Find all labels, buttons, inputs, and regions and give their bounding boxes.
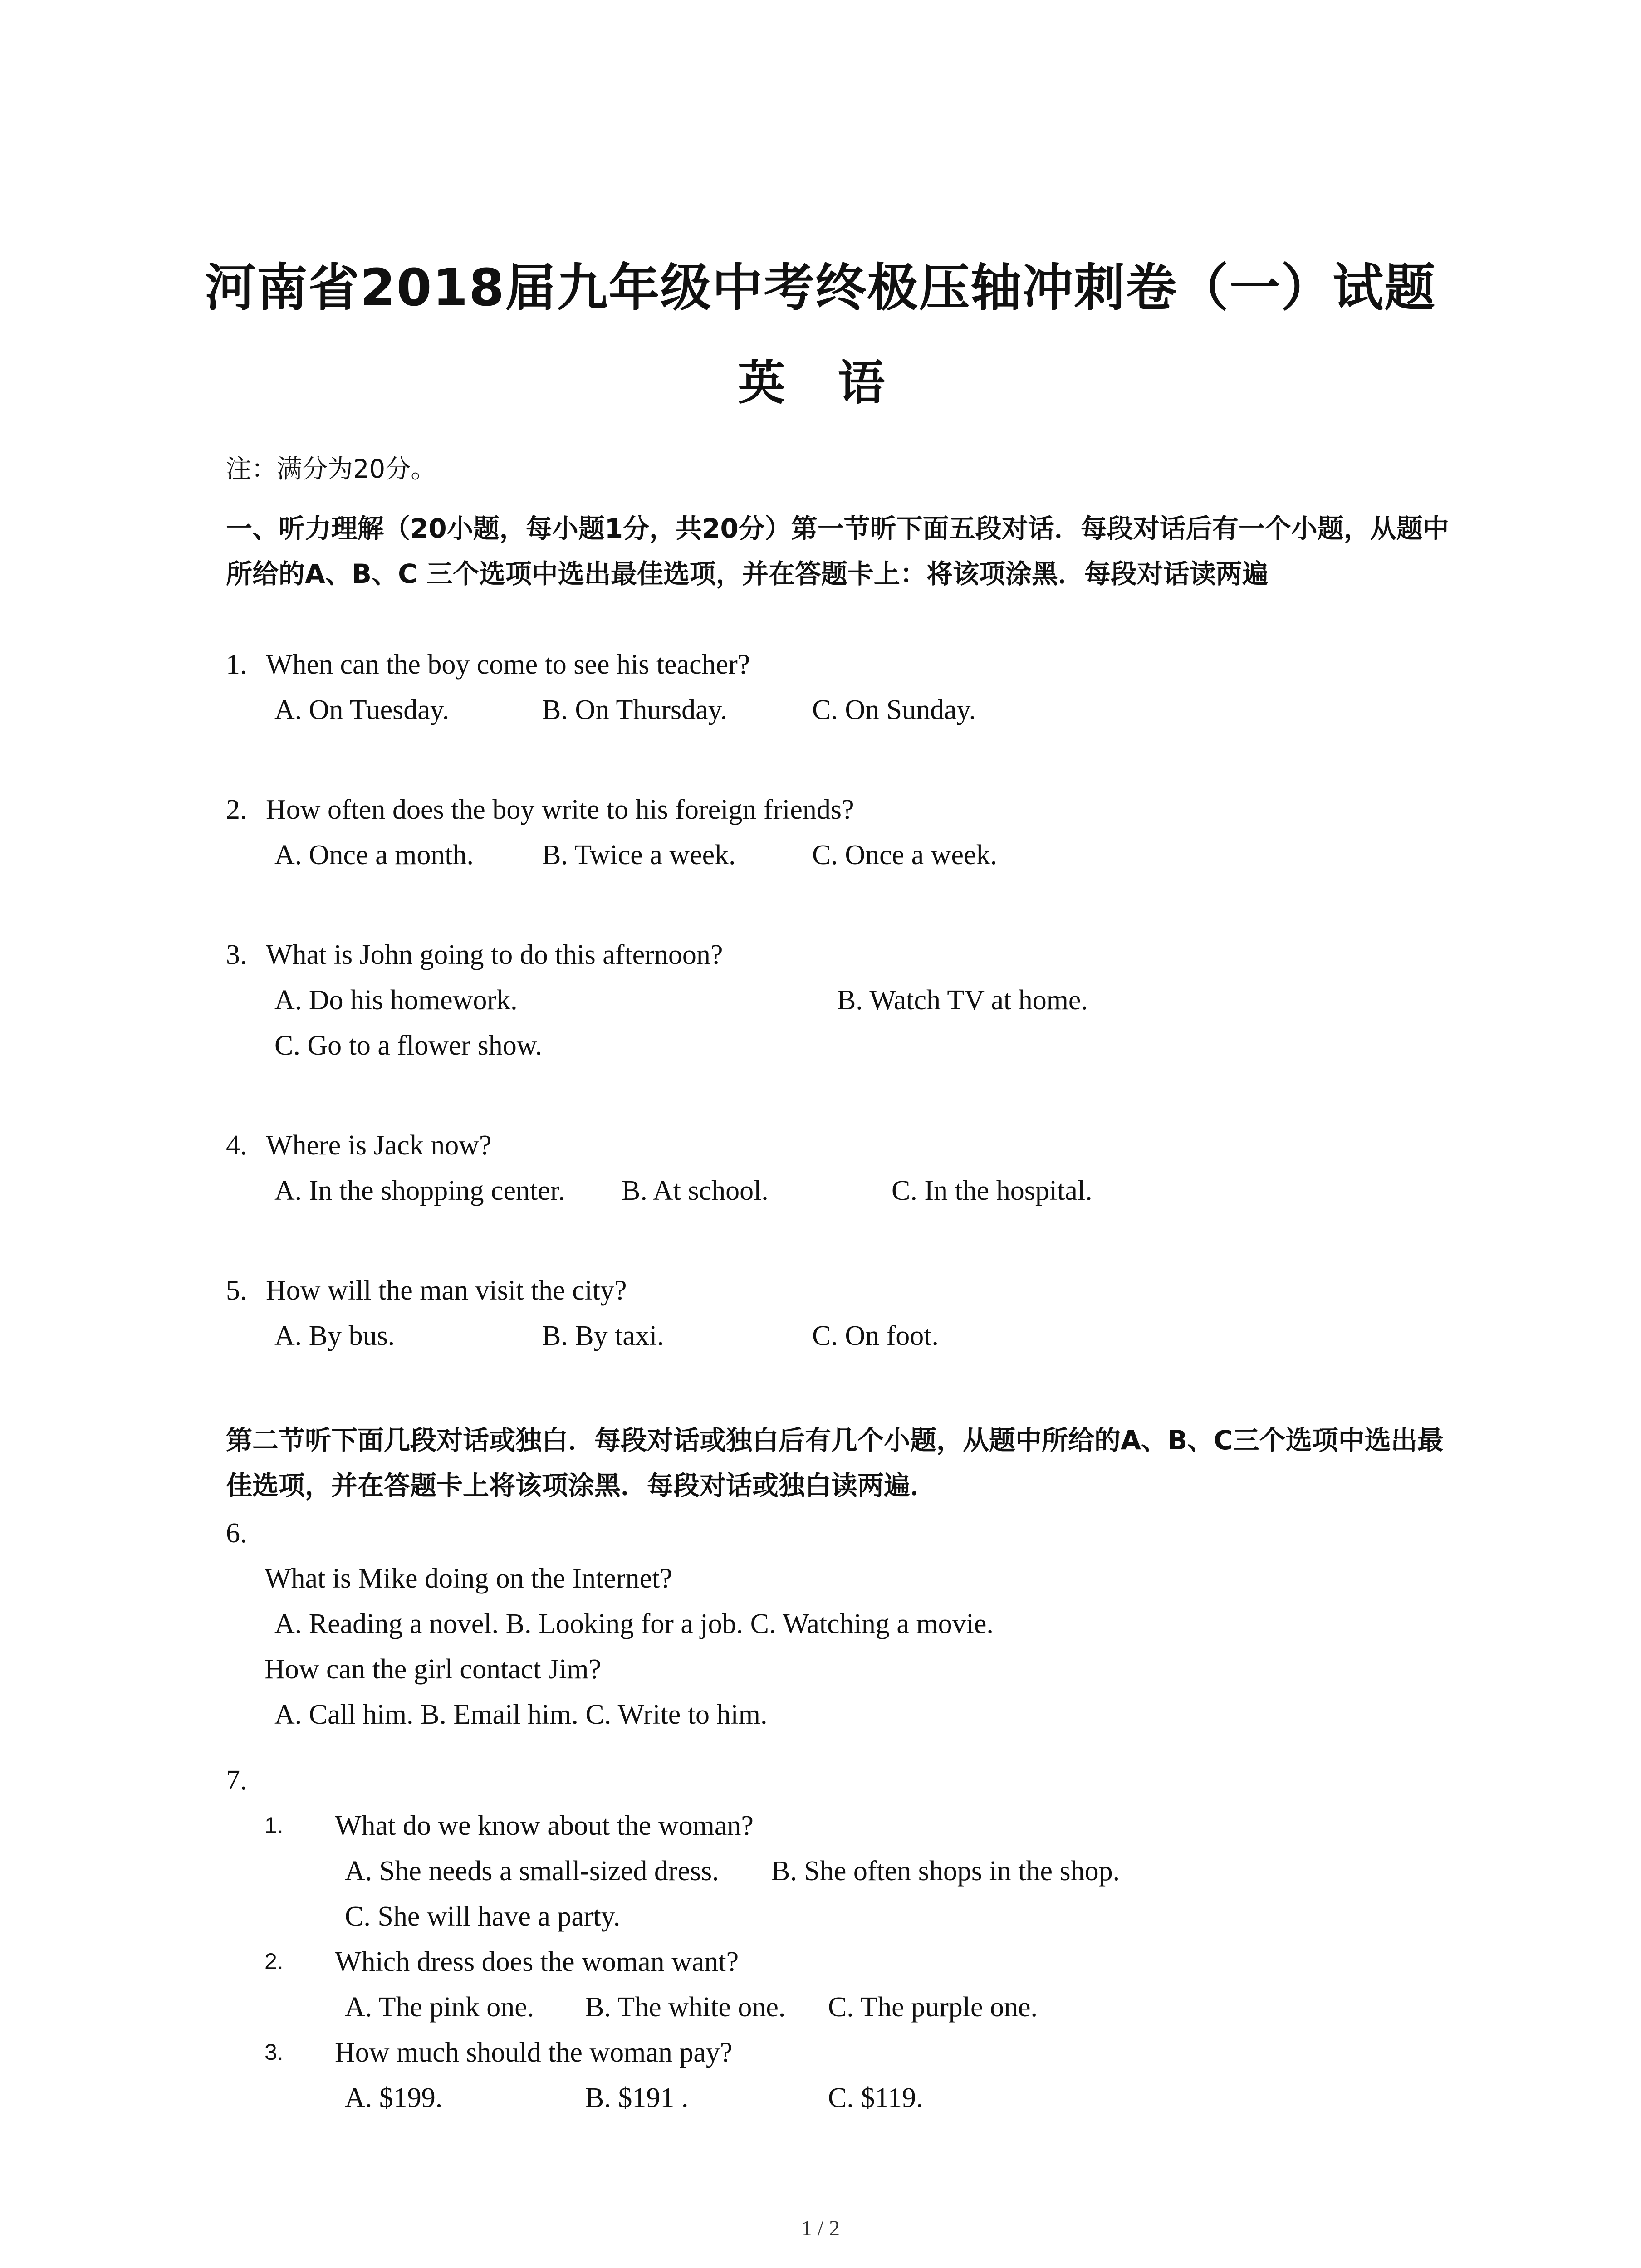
score-note: 注：满分为20分。 bbox=[226, 455, 436, 484]
question-6-2-text: How can the girl contact Jim? bbox=[265, 1654, 602, 1685]
option-b: B. On Thursday. bbox=[542, 694, 728, 725]
option-c: C. The purple one. bbox=[828, 1992, 1038, 2023]
question-1 bbox=[226, 649, 750, 681]
question-3 bbox=[226, 939, 723, 971]
question-text: What is John going to do this afternoon? bbox=[266, 939, 723, 970]
question-6-1-text: What is Mike doing on the Internet? bbox=[265, 1563, 672, 1594]
question-number: 3. bbox=[226, 939, 247, 970]
question-5 bbox=[226, 1275, 627, 1307]
option-b: B. Watch TV at home. bbox=[837, 985, 1088, 1016]
page-number: 1 / 2 bbox=[801, 2216, 840, 2240]
option-a: A. Do his homework. bbox=[274, 985, 518, 1016]
page-subtitle: 英 语 bbox=[738, 355, 903, 411]
option-a: A. The pink one. bbox=[345, 1992, 534, 2023]
sub-question-text: How much should the woman pay? bbox=[335, 2037, 733, 2068]
option-c: C. She will have a party. bbox=[345, 1901, 621, 1932]
question-4 bbox=[226, 1129, 492, 1162]
option-c: C. In the hospital. bbox=[892, 1175, 1092, 1206]
question-2 bbox=[226, 794, 854, 826]
option-a: A. By bus. bbox=[274, 1320, 395, 1351]
option-b: B. $191 . bbox=[585, 2082, 689, 2113]
option-a: A. $199. bbox=[345, 2082, 443, 2113]
question-6-1-options: A. Reading a novel. B. Looking for a job. C. Watching a movie. bbox=[274, 1608, 994, 1639]
option-a: A. Once a month. bbox=[274, 840, 474, 870]
sub-question-text: What do we know about the woman? bbox=[335, 1810, 754, 1841]
section2-instructions: 第二节听下面几段对话或独白．每段对话或独白后有几个小题，从题中所给的A、B、C三个选项中选出最佳选项，并在答题卡上将该项涂黑．每段对话或独白读两遍． bbox=[226, 1425, 1444, 1501]
question-text: How will the man visit the city? bbox=[266, 1275, 627, 1306]
question-text: When can the boy come to see his teacher? bbox=[266, 649, 750, 680]
question-number: 4. bbox=[226, 1130, 247, 1161]
option-b: B. At school. bbox=[622, 1175, 769, 1206]
question-text: How often does the boy write to his foreign friends? bbox=[266, 794, 854, 825]
option-a: A. On Tuesday. bbox=[274, 694, 450, 725]
page-title: 河南省2018届九年级中考终极压轴冲刺卷（一）试题 bbox=[205, 259, 1436, 318]
option-c: C. On Sunday. bbox=[812, 694, 976, 725]
section1-instructions: 一、听力理解（20小题，每小题1分，共20分）第一节昕下面五段对话．每段对话后有一个小题，从题中所给的A、B、C 三个选项中选出最佳选项，并在答题卡上：将该项涂黑．每段对话读两遍 bbox=[226, 513, 1449, 589]
question-7-number: 7. bbox=[226, 1765, 247, 1796]
sub-question-number: 2. bbox=[265, 1949, 284, 1974]
option-c: C. $119. bbox=[828, 2082, 923, 2113]
question-number: 1. bbox=[226, 649, 247, 680]
question-6-number: 6. bbox=[226, 1518, 247, 1549]
option-b: B. She often shops in the shop. bbox=[771, 1856, 1120, 1887]
option-c: C. Once a week. bbox=[812, 840, 997, 870]
question-text: Where is Jack now? bbox=[266, 1130, 492, 1161]
option-b: B. Twice a week. bbox=[542, 840, 736, 870]
question-number: 5. bbox=[226, 1275, 247, 1306]
option-b: B. By taxi. bbox=[542, 1320, 664, 1351]
option-a: A. She needs a small-sized dress. bbox=[345, 1856, 719, 1887]
option-c: C. On foot. bbox=[812, 1320, 939, 1351]
sub-question-number: 3. bbox=[265, 2039, 284, 2065]
question-number: 2. bbox=[226, 794, 247, 825]
option-c: C. Go to a flower show. bbox=[274, 1030, 543, 1061]
sub-question-text: Which dress does the woman want? bbox=[335, 1946, 739, 1977]
sub-question-number: 1. bbox=[265, 1813, 284, 1838]
option-b: B. The white one. bbox=[585, 1992, 786, 2023]
question-6-2-options: A. Call him. B. Email him. C. Write to him. bbox=[274, 1699, 768, 1730]
option-a: A. In the shopping center. bbox=[274, 1175, 565, 1206]
